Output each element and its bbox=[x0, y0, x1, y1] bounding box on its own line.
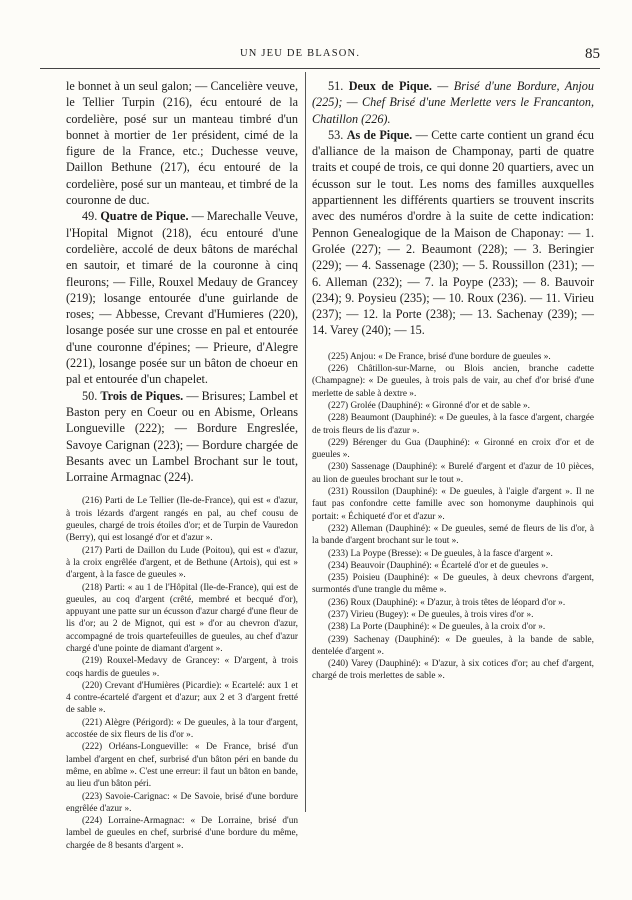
footnote-225: (225) Anjou: « De France, brisé d'une bordure de gueules ». bbox=[328, 351, 551, 362]
footnote-220: (220) Crevant d'Humières (Picardie): « Ecartelé: aux 1 et 4 contre-écartelé d'argent et d'azur; aux 2 et 3 d'argent fretté de sable ». bbox=[66, 680, 298, 716]
footnote-234: (234) Beauvoir (Dauphiné): « Écartelé d'or et de gueules ». bbox=[328, 560, 549, 571]
footnote-222: (222) Orléans-Longueville: « De France, brisé d'un lambel d'argent en chef, surbrisé d'un bâton péri en bande du même, en abîme ». C'est une erreur: il faut un bâton en bande, au lieu d'un bâton péri. bbox=[66, 742, 298, 790]
right-column bbox=[312, 78, 594, 683]
header-rule bbox=[40, 68, 600, 69]
footnote-230: (230) Sassenage (Dauphiné): « Burelé d'argent et d'azur de 10 pièces, au lion de gueules brochant sur le tout ». bbox=[312, 462, 594, 485]
footnote-228: (228) Beaumont (Dauphiné): « De gueules, à la fasce d'argent, chargée de trois fleurs de lis d'azur ». bbox=[312, 413, 594, 436]
paragraph-49-title: Quatre de Pique. bbox=[100, 209, 189, 224]
footnote-226: (226) Châtillon-sur-Marne, ou Blois ancien, branche cadette (Champagne): « De gueules, à trois pals de vair, au chef d'or brisé d'une merlette de sable à dextre ». bbox=[312, 364, 594, 399]
footnotes-left bbox=[66, 495, 298, 852]
footnote-217: (217) Parti de Daillon du Lude (Poitou), qui est « d'azur, à la croix engrêlée d'argent, et de Bethune (Artois), qui est » d'argent, à la fasce de gueules ». bbox=[66, 545, 298, 581]
footnote-221: (221) Alègre (Périgord): « De gueules, à la tour d'argent, accostée de six fleurs de lis d'or ». bbox=[66, 717, 298, 741]
footnote-239: (239) Sachenay (Dauphiné): « De gueules, à la bande de sable, dentelée d'argent ». bbox=[312, 634, 594, 657]
paragraph-53-number: 53. bbox=[328, 127, 344, 142]
paragraph-51-title: Deux de Pique. bbox=[348, 79, 432, 93]
page-number: 85 bbox=[585, 46, 600, 62]
paragraph-51 bbox=[312, 78, 594, 127]
paragraph-49 bbox=[66, 208, 298, 387]
paragraph-50-number: 50. bbox=[82, 388, 98, 403]
paragraph-51-text: — Brisé d'une Bordure, Anjou (225); — Chef Brisé d'une Merlette vers le Francanton, Chatillon (226). bbox=[312, 79, 594, 126]
paragraph-49-text: — Marechalle Veuve, l'Hopital Mignot (218), écu entouré d'une cordelière, accolé de deux bâtons de maréchal en sautoir, et timaré de la couronne à cinq fleurons; — Fille, Rouxel Medauy de Grancey (219); losange entourée d'une guirlande de roses; — Abbesse, Crevant d'Humieres (220), losange posée sur une crosse en pal et entourée d'une couronne d'épines; — Prieure, d'Alegre (221), losange posée sur un bâton de choeur en pal et entourée d'un chapelet. bbox=[66, 209, 299, 387]
footnote-216: (216) Parti de Le Tellier (Ile-de-France), qui est « d'azur, à trois lézards d'argent rangés en pal, au chef cousu de gueules, chargé de trois étoiles d'or; et de Turpin de Vauredon (Berry), qui est losangé d'or et d'azur ». bbox=[66, 496, 298, 544]
paragraph-49-number: 49. bbox=[82, 209, 98, 224]
footnote-235: (235) Poisieu (Dauphiné): « De gueules, à deux chevrons d'argent, surmontés d'une trangle du même ». bbox=[312, 573, 594, 596]
paragraph-51-number: 51. bbox=[328, 79, 344, 93]
paragraph-50-text: — Brisures; Lambel et Baston pery en Coeur ou en Abisme, Orleans Longueville (222); — Bordure Engreslée, Savoye Carignan (223); — Bordure chargée de Besants avec un Lambel Brochant sur le tout, Lorraine Armagnac (224). bbox=[66, 388, 299, 485]
footnote-229: (229) Bérenger du Gua (Dauphiné): « Gironné en croix d'or et de gueules ». bbox=[312, 437, 594, 461]
paragraph-48-continuation: le bonnet à un seul galon; — Cancelière veuve, le Tellier Turpin (216), écu entouré de la cordelière, posé sur un manteau timbré d'un bonnet à mortier de 1er président, cimé de la figure de la France, etc.; Duchesse veuve, Daillon Bethune (217), écu entouré de la cordelière, posé sur un manteau, et timbré de la couronne de duc. bbox=[66, 79, 298, 208]
footnote-233: (233) La Poype (Bresse): « De gueules, à la fasce d'argent ». bbox=[328, 548, 553, 559]
footnote-224: (224) Lorraine-Armagnac: « De Lorraine, brisé d'un lambel de gueules en chef, surbrisé d'une bordure du même, chargée de 8 besants d'argent ». bbox=[66, 816, 298, 851]
footnote-223: (223) Savoie-Carignac: « De Savoie, brisé d'une bordure engrêlée d'azur ». bbox=[66, 791, 298, 814]
footnote-231: (231) Roussilon (Dauphiné): « De gueules, à l'aigle d'argent ». Il ne faut pas confondre cette famille avec son homonyme dauphinois qui portait: « Échiqueté d'or et d'azur ». bbox=[312, 487, 594, 522]
footnote-232: (232) Alleman (Dauphiné): « De gueules, semé de fleurs de lis d'or, à la bande d'argent brochant sur le tout ». bbox=[312, 523, 594, 547]
paragraph-53-title: As de Pique. bbox=[346, 127, 413, 142]
footnote-238: (238) La Porte (Dauphiné): « De gueules, à la croix d'or ». bbox=[328, 622, 546, 633]
footnote-237: (237) Virieu (Bugey): « De gueules, à trois vires d'or ». bbox=[328, 609, 534, 620]
page-header bbox=[40, 46, 600, 66]
left-column bbox=[66, 78, 298, 852]
paragraph-53-text: — Cette carte contient un grand écu d'alliance de la maison de Champonay, parti de quatre traits et coupé de trois, ce qui donne 20 quartiers, avec un écusson sur le tout. Les noms des familles auxquelles appartiennent les différents quartiers se trouvent inscrits avec des numéros d'ordre à la suite de cette indication: Pennon Genealogique de la Maison de Chaponay: — 1. Grolée (227); — 2. Beaumont (228); — 3. Beringier (229); — 4. Sassenage (230); — 5. Roussillon (231); — 6. Alleman (232); — 7. la Poype (233); — 8. Bauvoir (234); 9. Poysieu (235); — 10. Roux (236). — 11. Virieu (237); — 12. la Porte (238); — 13. Sachenay (239); — 14. Varey (240); — 15. bbox=[312, 127, 595, 338]
running-title: UN JEU DE BLASON. bbox=[240, 48, 361, 59]
footnote-218: (218) Parti: « au 1 de l'Hôpital (Ile-de-France), qui est de gueules, au coq d'argent (crêté, membré et becqué d'or), appuyant une patte sur un écusson d'azur chargé d'une fleur de lis d'or; au 2 de Mignot, qui est » d'or au chevron d'azur, accompagné de trois quartefeuilles de gueules, au chef d'azur chargé d'une pointe de diamant d'argent ». bbox=[66, 582, 298, 654]
footnote-219: (219) Rouxel-Medavy de Grancey: « D'argent, à trois coqs hardis de gueules ». bbox=[66, 656, 298, 679]
paragraph-53 bbox=[312, 127, 594, 339]
column-divider bbox=[305, 72, 306, 812]
paragraph-50 bbox=[66, 388, 298, 486]
footnote-240: (240) Varey (Dauphiné): « D'azur, à six cotices d'or; au chef d'argent, chargé de trois merlettes de sable ». bbox=[312, 659, 594, 682]
footnotes-right bbox=[312, 351, 594, 683]
paragraph-50-title: Trois de Piques. bbox=[100, 388, 184, 403]
footnote-227: (227) Grolée (Dauphiné): « Gironné d'or et de sable ». bbox=[328, 400, 531, 411]
footnote-236: (236) Roux (Dauphiné): « D'azur, à trois têtes de léopard d'or ». bbox=[328, 597, 566, 608]
